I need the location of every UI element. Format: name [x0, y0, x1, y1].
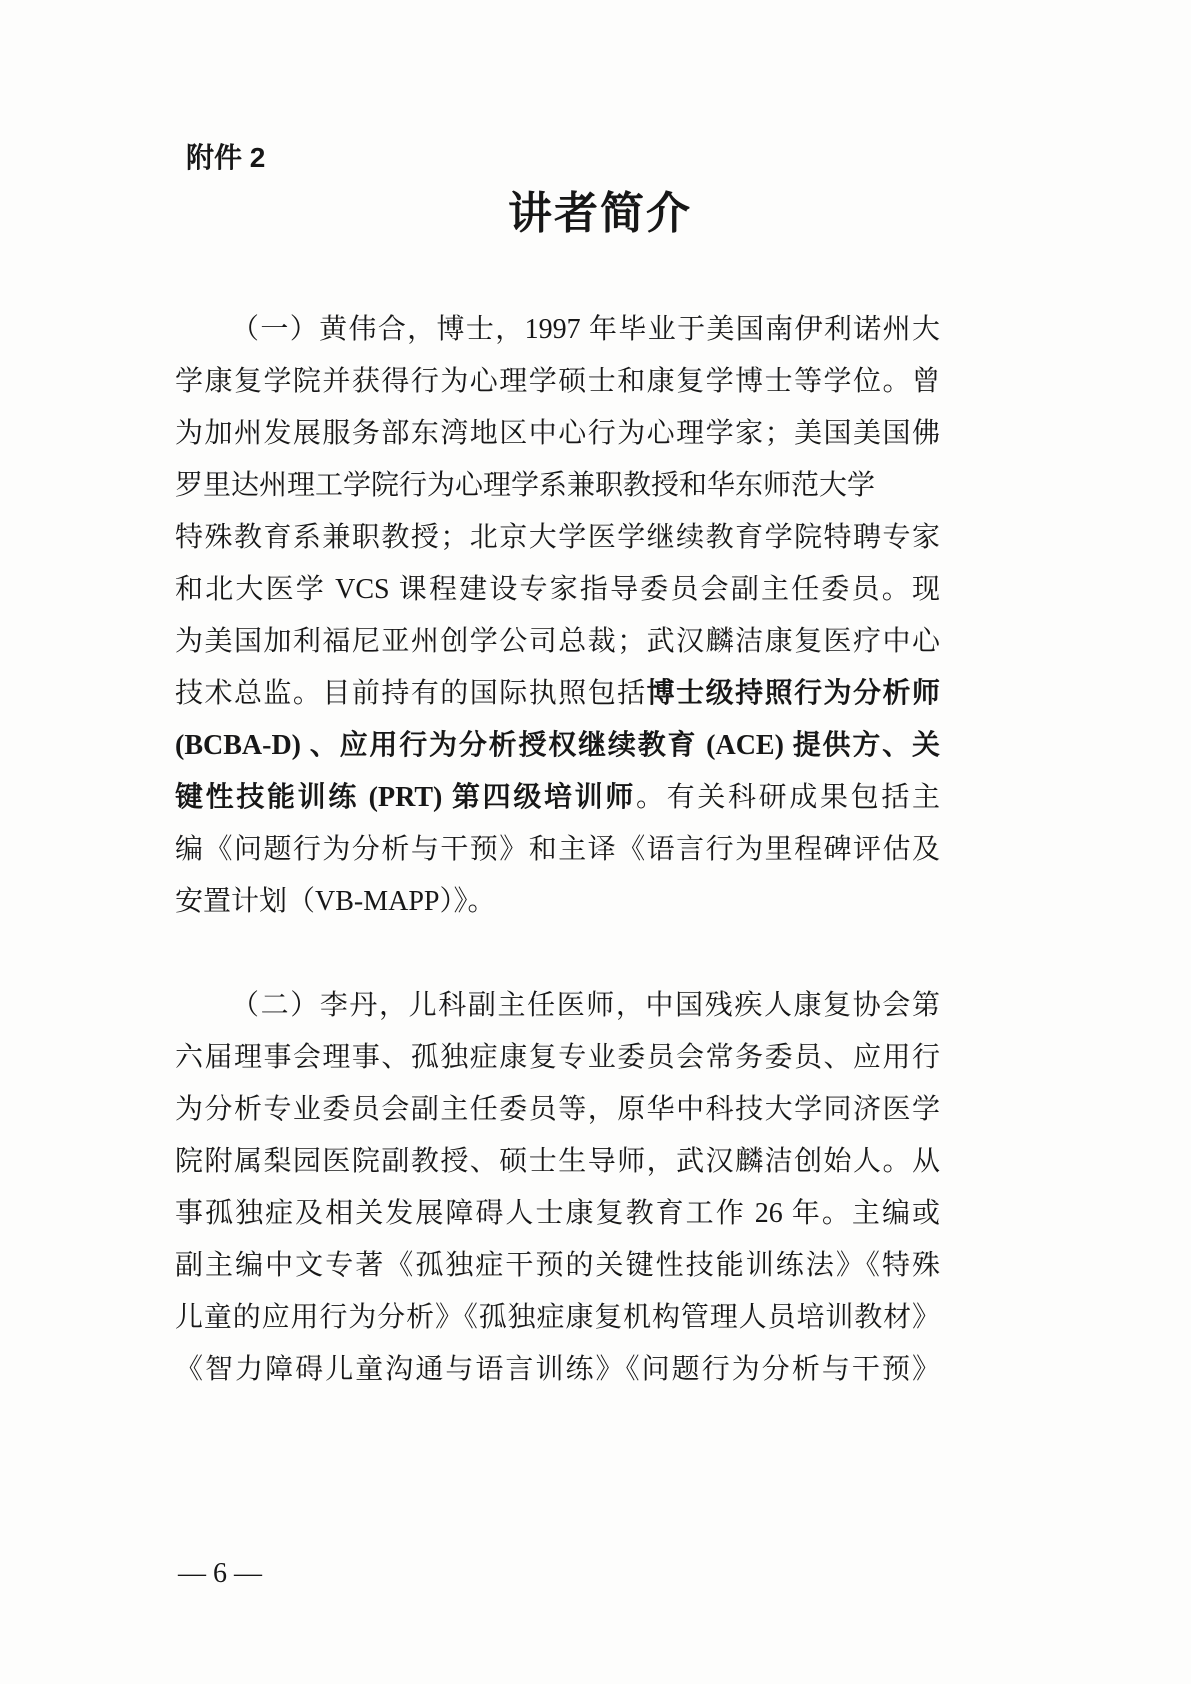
text-segment: 和北大医学 VCS 课程建设专家指导委员会副主任委员。现	[175, 574, 940, 605]
text-line	[175, 616, 940, 668]
text-segment: 儿童的应用行为分析》《孤独症康复机构管理人员培训教材》	[175, 1302, 940, 1333]
text-segment: 为美国加利福尼亚州创学公司总裁；武汉麟洁康复医疗中心	[175, 626, 940, 657]
text-line	[175, 720, 940, 772]
page-number: — 6 —	[178, 1558, 262, 1589]
text-segment: 事孤独症及相关发展障碍人士康复教育工作 26 年。主编或	[175, 1198, 940, 1229]
text-segment: 院附属梨园医院副教授、硕士生导师，武汉麟洁创始人。从	[175, 1146, 940, 1177]
bold-text-segment: 博士级持照行为分析师	[646, 678, 940, 709]
text-segment: （一）黄伟合，博士，1997 年毕业于美国南伊利诺州大	[231, 314, 940, 345]
bold-text-segment: (BCBA-D) 、应用行为分析授权继续教育 (ACE) 提供方、关	[175, 730, 940, 761]
text-segment: （二）李丹，儿科副主任医师，中国残疾人康复协会第	[231, 990, 940, 1021]
text-line	[175, 564, 940, 616]
speaker-bio-2	[175, 980, 940, 1396]
text-segment: 为加州发展服务部东湾地区中心行为心理学家；美国美国佛	[175, 418, 940, 449]
text-line	[175, 1032, 940, 1084]
text-segment: 《智力障碍儿童沟通与语言训练》《问题行为分析与干预》	[175, 1354, 940, 1385]
speaker-bio-1	[175, 304, 940, 928]
text-line	[175, 1188, 940, 1240]
text-segment: 安置计划（VB-MAPP）》。	[175, 886, 496, 917]
text-segment: 特殊教育系兼职教授；北京大学医学继续教育学院特聘专家	[175, 522, 940, 553]
text-line	[175, 1240, 940, 1292]
text-segment: 编《问题行为分析与干预》和主译《语言行为里程碑评估及	[175, 834, 940, 865]
text-line	[175, 1084, 940, 1136]
attachment-label: 附件 2	[186, 142, 266, 173]
text-segment: 副主编中文专著《孤独症干预的关键性技能训练法》《特殊	[175, 1250, 940, 1281]
text-segment: 六届理事会理事、孤独症康复专业委员会常务委员、应用行	[175, 1042, 940, 1073]
text-line	[175, 356, 940, 408]
text-line	[175, 1344, 940, 1396]
text-line	[175, 772, 940, 824]
text-segment: 技术总监。目前持有的国际执照包括	[175, 678, 647, 709]
text-segment: 。有关科研成果包括主	[636, 782, 940, 813]
text-line	[175, 1292, 940, 1344]
document-body	[175, 304, 940, 1396]
text-line	[175, 460, 940, 512]
text-line	[175, 824, 940, 876]
bold-text-segment: 键性技能训练 (PRT) 第四级培训师	[175, 782, 636, 813]
text-segment: 学康复学院并获得行为心理学硕士和康复学博士等学位。曾	[175, 366, 940, 397]
text-line	[175, 980, 940, 1032]
text-line	[175, 876, 940, 928]
text-line	[175, 1136, 940, 1188]
page-title: 讲者简介	[508, 189, 692, 238]
text-line	[175, 408, 940, 460]
text-segment: 为分析专业委员会副主任委员等，原华中科技大学同济医学	[175, 1094, 940, 1125]
text-line	[175, 512, 940, 564]
text-line	[175, 304, 940, 356]
text-line	[175, 668, 940, 720]
text-segment: 罗里达州理工学院行为心理学系兼职教授和华东师范大学	[175, 470, 876, 501]
